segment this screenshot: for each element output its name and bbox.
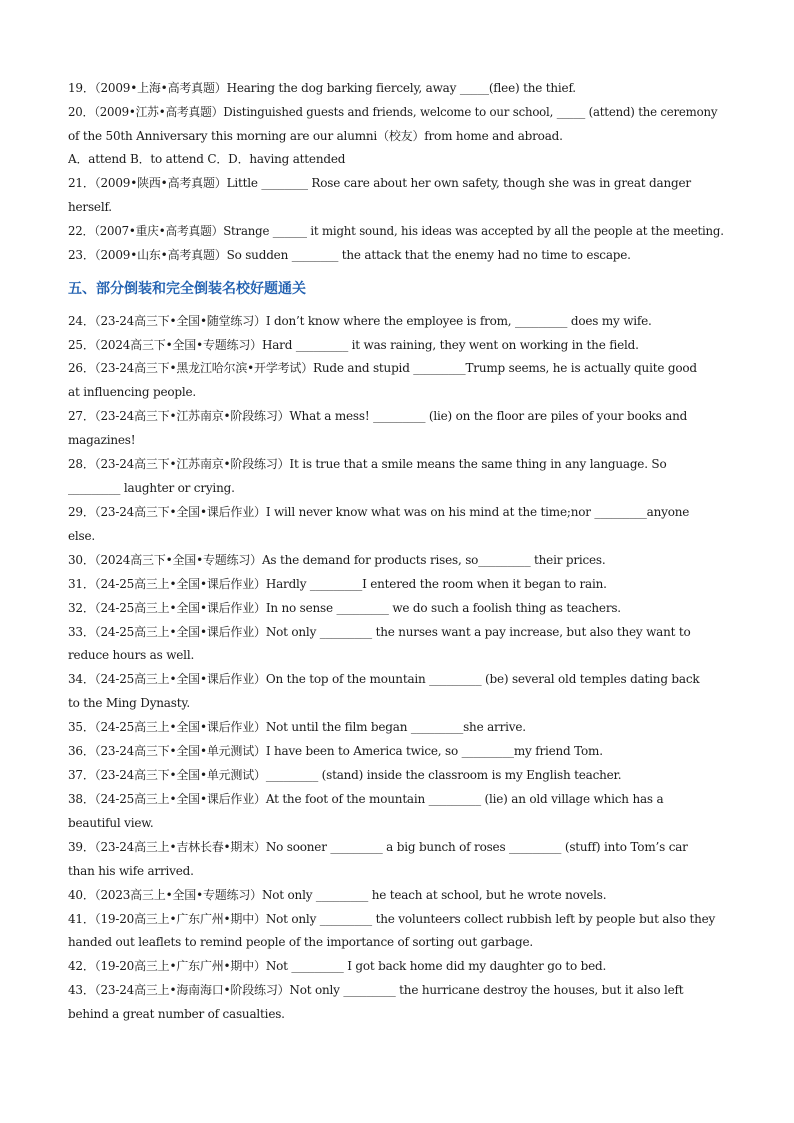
- question-37: 37．（23-24高三下•全国•单元测试）_________ (stand) inside the classroom is my English teacher.: [68, 768, 622, 782]
- question-34-cont: to the Ming Dynasty.: [68, 696, 190, 710]
- question-35: 35．（24-25高三上•全国•课后作业）Not until the film began _________she arrive.: [68, 720, 526, 734]
- question-24: 24．（23-24高三下•全国•随堂练习）I don’t know where the employee is from, _________ does my wife.: [68, 314, 652, 328]
- question-39: 39．（23-24高三上•吉林长春•期末）No sooner _________ a big bunch of roses _________ (stuff) into Tom’s car: [68, 840, 688, 854]
- question-23: 23．（2009•山东•高考真题）So sudden ________ the attack that the enemy had no time to escape.: [68, 248, 631, 262]
- question-41-cont: handed out leaflets to remind people of the importance of sorting out garbage.: [68, 935, 533, 949]
- question-22: 22．（2007•重庆•高考真题）Strange ______ it might sound, his ideas was accepted by all the people at the meeting.: [68, 224, 724, 238]
- question-36: 36．（23-24高三下•全国•单元测试）I have been to America twice, so _________my friend Tom.: [68, 744, 603, 758]
- question-21: 21．（2009•陕西•高考真题）Little ________ Rose care about her own safety, though she was in great danger: [68, 176, 691, 190]
- section-heading: 五、部分倒装和完全倒装名校好题通关: [68, 281, 306, 297]
- question-38: 38．（24-25高三上•全国•课后作业）At the foot of the mountain _________ (lie) an old village which has a: [68, 792, 664, 806]
- question-29-cont: else.: [68, 529, 96, 543]
- question-41: 41．（19-20高三上•广东广州•期中）Not only _________ the volunteers collect rubbish left by people but also they: [68, 912, 716, 926]
- question-20: 20．（2009•江苏•高考真题）Distinguished guests and friends, welcome to our school, _____ (attend) the ceremony: [68, 105, 718, 119]
- question-33: 33．（24-25高三上•全国•课后作业）Not only _________ the nurses want a pay increase, but also they want to: [68, 625, 691, 639]
- question-43: 43．（23-24高三上•海南海口•阶段练习）Not only _________ the hurricane destroy the houses, but it also left: [68, 983, 684, 997]
- question-39-cont: than his wife arrived.: [68, 864, 194, 878]
- question-33-cont: reduce hours as well.: [68, 648, 195, 662]
- question-27-cont: magazines!: [68, 433, 136, 447]
- question-30: 30．（2024高三下•全国•专题练习）As the demand for products rises, so_________ their prices.: [68, 553, 606, 567]
- question-27: 27．（23-24高三下•江苏南京•阶段练习）What a mess! _________ (lie) on the floor are piles of your books and: [68, 409, 688, 423]
- question-21-cont: herself.: [68, 200, 112, 214]
- question-25: 25．（2024高三下•全国•专题练习）Hard _________ it was raining, they went on working in the field.: [68, 338, 639, 352]
- question-29: 29．（23-24高三下•全国•课后作业）I will never know what was on his mind at the time;nor _________anyone: [68, 505, 690, 519]
- question-40: 40．（2023高三上•全国•专题练习）Not only _________ he teach at school, but he wrote novels.: [68, 888, 607, 902]
- question-31: 31．（24-25高三上•全国•课后作业）Hardly _________I entered the room when it began to rain.: [68, 577, 607, 591]
- question-20-cont: of the 50th Anniversary this morning are our alumni（校友）from home and abroad.: [68, 129, 563, 143]
- question-43-cont: behind a great number of casualties.: [68, 1007, 285, 1021]
- question-20-options: A．attend B．to attend C．D．having attended: [68, 152, 346, 166]
- question-38-cont: beautiful view.: [68, 816, 154, 830]
- question-28: 28．（23-24高三下•江苏南京•阶段练习）It is true that a smile means the same thing in any language. So: [68, 457, 667, 471]
- question-26: 26．（23-24高三下•黑龙江哈尔滨•开学考试）Rude and stupid _________Trump seems, he is actually quite good: [68, 361, 697, 375]
- question-32: 32．（24-25高三上•全国•课后作业）In no sense _________ we do such a foolish thing as teachers.: [68, 601, 621, 615]
- question-26-cont: at influencing people.: [68, 385, 197, 399]
- question-28-cont: _________ laughter or crying.: [68, 481, 235, 495]
- question-34: 34．（24-25高三上•全国•课后作业）On the top of the mountain _________ (be) several old temples dating back: [68, 672, 700, 686]
- question-19: 19．（2009•上海•高考真题）Hearing the dog barking fiercely, away _____(flee) the thief.: [68, 81, 576, 95]
- question-42: 42．（19-20高三上•广东广州•期中）Not _________ I got back home did my daughter go to bed.: [68, 959, 607, 973]
